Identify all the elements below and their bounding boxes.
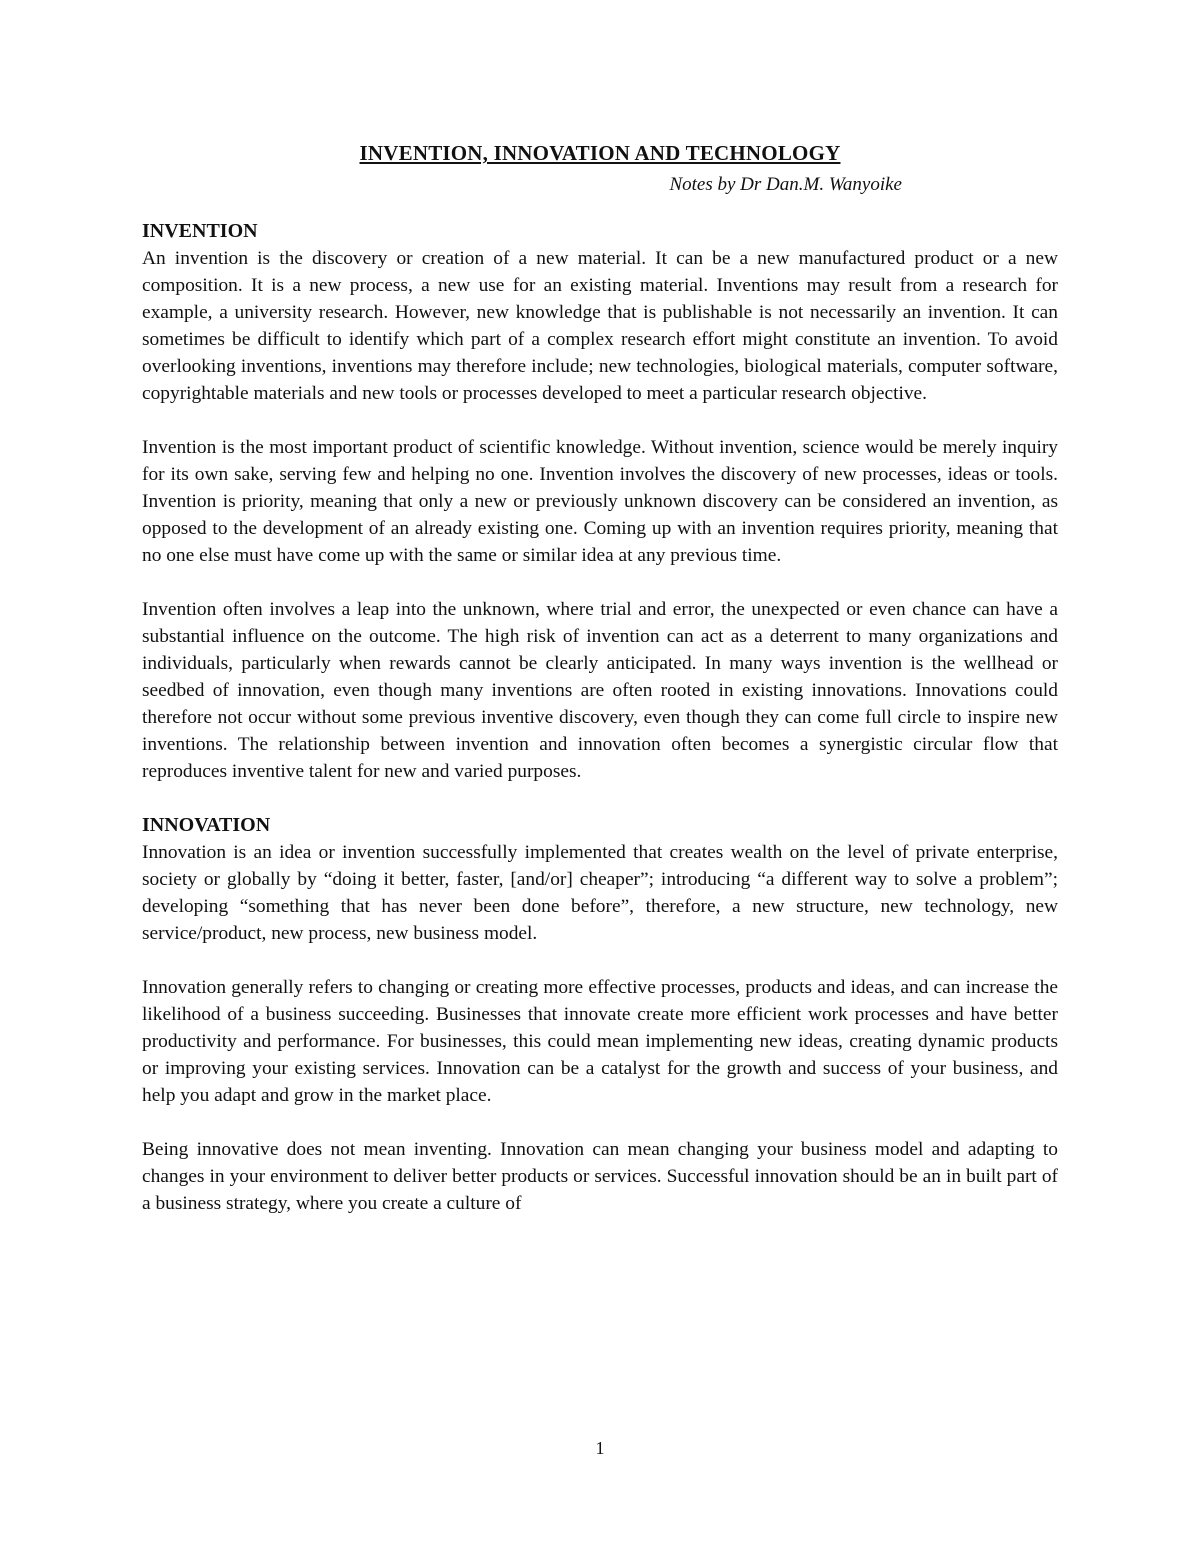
document-page [142, 138, 1058, 1217]
paragraph: Invention often involves a leap into the unknown, where trial and error, the unexpected or even chance can have a substantial influence on the outcome. The high risk of invention can act as a deterrent to many organizations and individuals, particularly when rewards cannot be clearly anticipated. In many ways invention is the wellhead or seedbed of innovation, even though many inventions are often rooted in existing innovations. Innovations could therefore not occur without some previous inventive discovery, even though they can come full circle to inspire new inventions. The relationship between invention and innovation often becomes a synergistic circular flow that reproduces inventive talent for new and varied purposes. [142, 599, 1058, 782]
paragraph: Innovation generally refers to changing or creating more effective processes, products and ideas, and can increase the likelihood of a business succeeding. Businesses that innovate create more efficient work processes and have better productivity and performance. For businesses, this could mean implementing new ideas, creating dynamic products or improving your existing services. Innovation can be a catalyst for the growth and success of your business, and help you adapt and grow in the market place. [142, 977, 1058, 1106]
section-invention [142, 218, 1058, 785]
author-line: Notes by Dr Dan.M. Wanyoike [669, 174, 902, 195]
section-heading: INNOVATION [142, 814, 271, 836]
paragraph: An invention is the discovery or creation of a new material. It can be a new manufactured product or a new composition. It is a new process, a new use for an existing material. Inventions may result from a research for example, a university research. However, new knowledge that is publishable is not necessarily an invention. It can sometimes be difficult to identify which part of a complex research effort might constitute an invention. To avoid overlooking inventions, inventions may therefore include; new technologies, biological materials, computer software, copyrightable materials and new tools or processes developed to meet a particular research objective. [142, 248, 1058, 404]
document-title: INVENTION, INNOVATION AND TECHNOLOGY [359, 141, 841, 165]
paragraph: Innovation is an idea or invention successfully implemented that creates wealth on the level of private enterprise, society or globally by “doing it better, faster, [and/or] cheaper”; introducing “a different way to solve a problem”; developing “something that has never been done before”, therefore, a new structure, new technology, new service/product, new process, new business model. [142, 842, 1058, 944]
section-innovation [142, 812, 1058, 1217]
paragraph: Invention is the most important product of scientific knowledge. Without invention, science would be merely inquiry for its own sake, serving few and helping no one. Invention involves the discovery of new processes, ideas or tools. Invention is priority, meaning that only a new or previously unknown discovery can be considered an invention, as opposed to the development of an already existing one. Coming up with an invention requires priority, meaning that no one else must have come up with the same or similar idea at any previous time. [142, 437, 1058, 566]
section-heading: INVENTION [142, 220, 258, 242]
page-number: 1 [595, 1438, 605, 1458]
paragraph: Being innovative does not mean inventing. Innovation can mean changing your business model and adapting to changes in your environment to deliver better products or services. Successful innovation should be an in built part of a business strategy, where you create a culture of [142, 1139, 1058, 1214]
